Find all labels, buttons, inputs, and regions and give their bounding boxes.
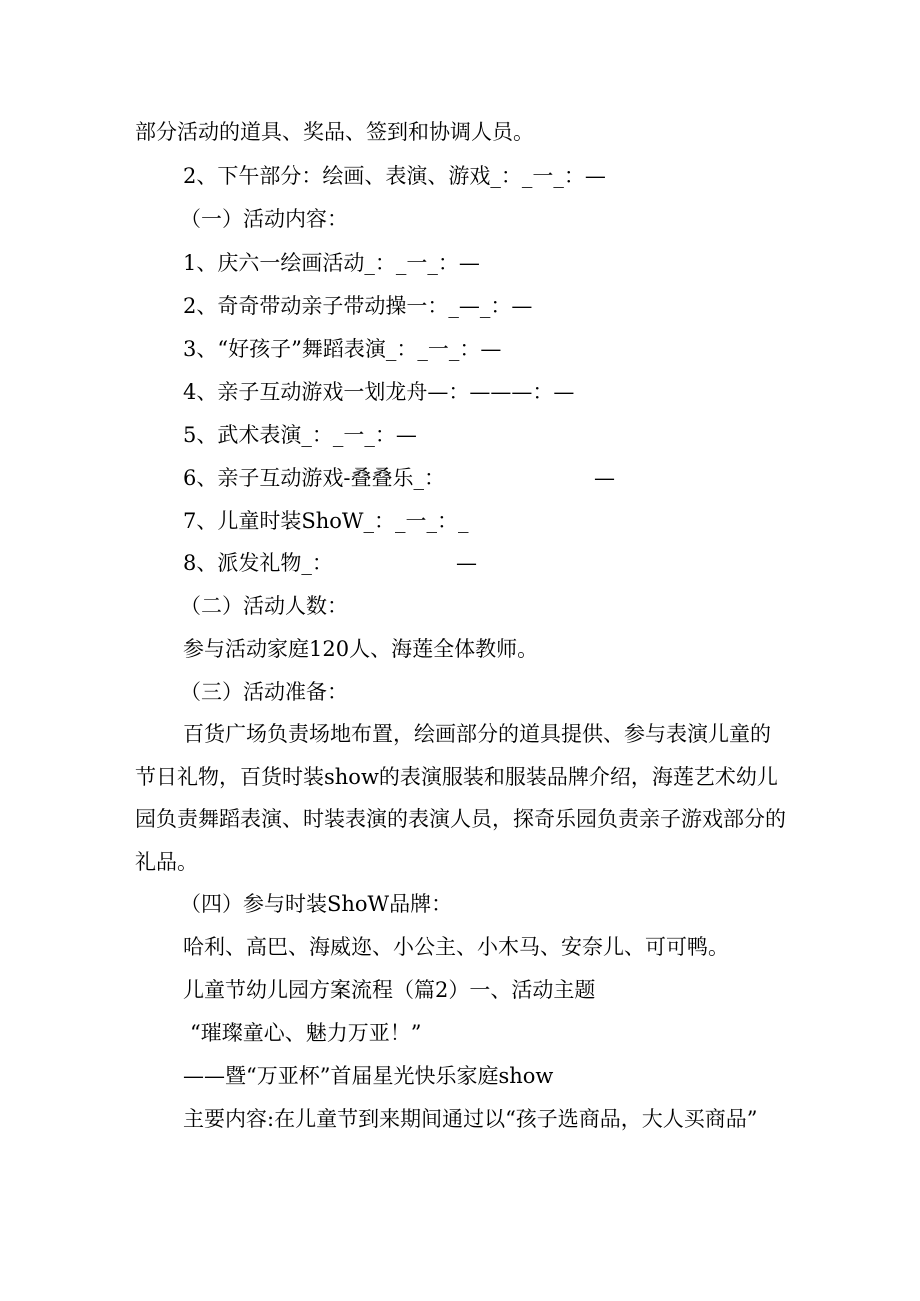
section-heading: （二）活动人数： xyxy=(180,594,348,618)
text-line-tail: — xyxy=(456,551,477,575)
text-line: 主要内容:在儿童节到来期间通过以“孩子选商品，大人买商品” xyxy=(183,1107,758,1131)
section-heading: （一）活动内容： xyxy=(180,207,348,231)
text-line-tail: — xyxy=(594,466,615,490)
text-line: 7、儿童时装ShoW_：_一_：_ xyxy=(183,509,469,533)
text-line: 6、亲子互动游戏-叠叠乐_： xyxy=(183,466,445,490)
text-line: 4、亲子互动游戏一划龙舟—：———：— xyxy=(183,380,575,404)
text-line: ——暨“万亚杯”首届星光快乐家庭show xyxy=(183,1064,554,1088)
text-line: 3、“好孩子”舞蹈表演_：_一_：— xyxy=(183,337,502,361)
text-line: 参与活动家庭120人、海莲全体教师。 xyxy=(183,637,539,661)
text-line: 8、派发礼物_： xyxy=(183,551,333,575)
section-heading: （四）参与时装ShoW品牌： xyxy=(180,892,453,916)
text-line: “璀璨童心、魅力万亚！” xyxy=(190,1021,422,1045)
text-line: 2、下午部分：绘画、表演、游戏_：_一_：— xyxy=(183,164,606,188)
text-line: 5、武术表演_：_一_：— xyxy=(183,423,417,447)
body-paragraph: 百货广场负责场地布置，绘画部分的道具提供、参与表演儿童的节日礼物，百货时装show的表演服装和服装品牌介绍，海莲艺术幼儿园负责舞蹈表演、时装表演的表演人员，探奇乐园负责亲子游戏部分的礼品。 xyxy=(135,722,786,874)
text-line: 部分活动的道具、奖品、签到和协调人员。 xyxy=(135,120,534,144)
text-line: 儿童节幼儿园方案流程（篇2）一、活动主题 xyxy=(183,978,596,1002)
text-line: 1、庆六一绘画活动_：_一_：— xyxy=(183,251,480,275)
section-heading: （三）活动准备： xyxy=(180,680,348,704)
text-line: 2、奇奇带动亲子带动操一：_—_：— xyxy=(183,294,533,318)
text-line: 哈利、高巴、海威迩、小公主、小木马、安奈儿、可可鸭。 xyxy=(183,935,729,959)
